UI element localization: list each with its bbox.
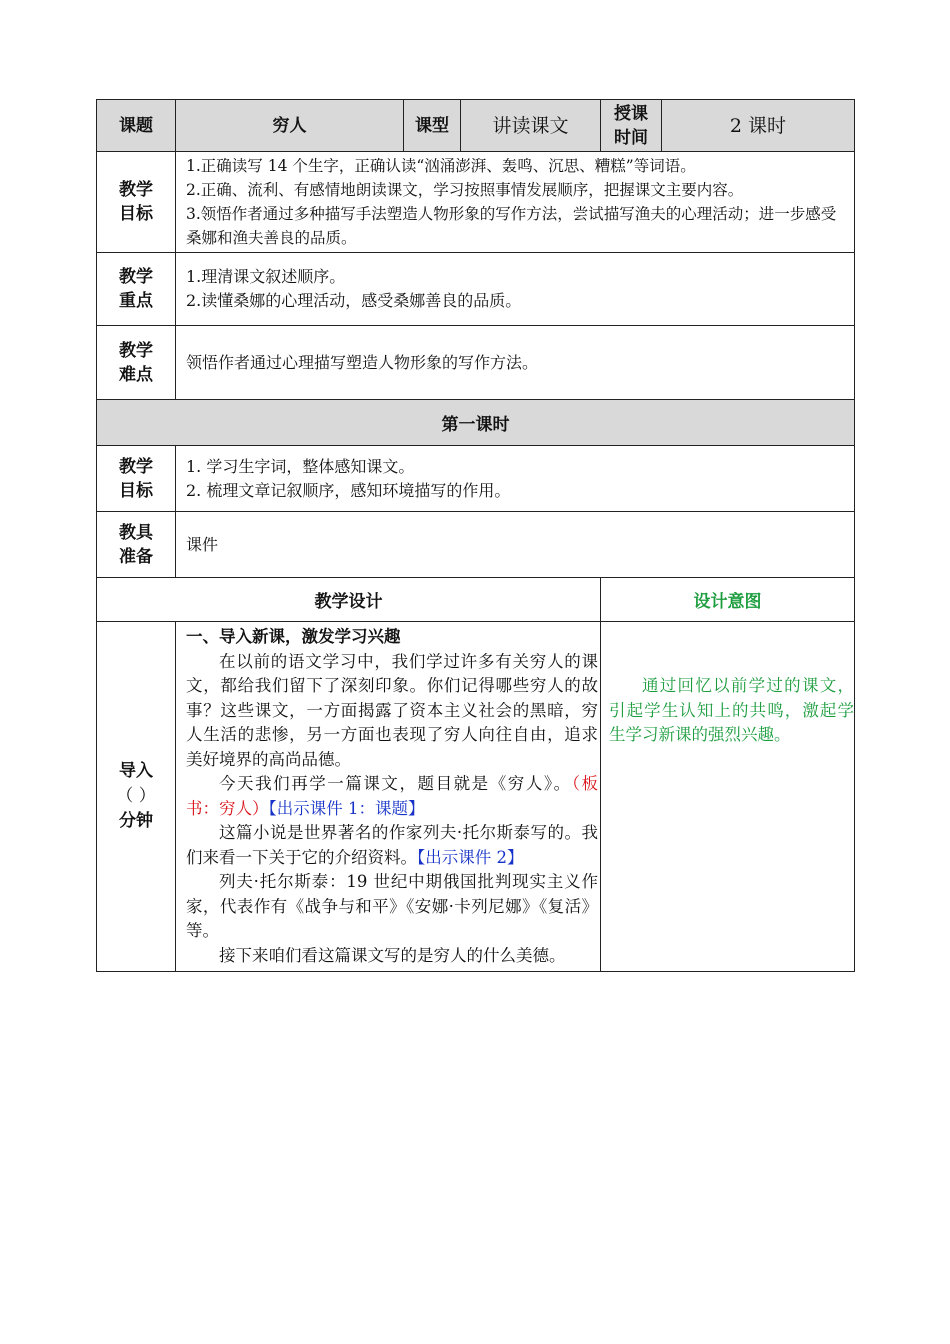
design-header-row: [97, 578, 855, 622]
side-label-line: 导入: [119, 761, 153, 781]
section-row: [97, 400, 855, 446]
design-header: 教学设计: [97, 578, 601, 622]
difficulties-label: [97, 326, 176, 400]
label-line: 重点: [119, 291, 153, 311]
difficulties-content: 领悟作者通过心理描写塑造人物形象的写作方法。: [176, 326, 855, 400]
side-label-line: （ ）: [116, 786, 156, 806]
time-label-line: 时间: [614, 127, 648, 148]
key-points-row: [97, 253, 855, 326]
label-line: 难点: [119, 364, 153, 385]
intro-paragraph: [186, 821, 598, 870]
label-line: 目标: [119, 204, 153, 224]
courseware-note: 【出示课件 2】: [417, 847, 524, 867]
period-goals-row: [97, 446, 855, 512]
goal-item: 2.正确、流利、有感情地朗读课文，学习按照事情发展顺序，把握课文主要内容。: [186, 181, 744, 199]
intro-paragraph: 列夫·托尔斯泰：19 世纪中期俄国批判现实主义作家，代表作有《战争与和平》《安娜·卡列尼娜》《复活》等。: [186, 872, 598, 940]
goals-row: [97, 152, 855, 253]
period-goal-item: 2. 梳理文章记叙顺序，感知环境描写的作用。: [186, 480, 511, 500]
board-note: （板书：穷人）: [186, 774, 599, 818]
intent-header: 设计意图: [601, 578, 855, 622]
period-goals-content: [176, 446, 855, 512]
label-line: 准备: [119, 546, 153, 567]
label-line: 教学: [119, 456, 153, 477]
type-value: 讲读课文: [461, 100, 601, 152]
type-label: 课型: [404, 100, 461, 152]
label-line: 教具: [119, 522, 153, 543]
intro-side-label: [97, 622, 176, 972]
label-line: 目标: [119, 480, 153, 501]
tools-label: [97, 512, 176, 578]
intro-text: 这篇小说是世界著名的作家列夫·托尔斯泰写的。我们来看一下关于它的介绍资料。: [186, 823, 598, 867]
lesson-plan-table: [96, 99, 855, 972]
difficulties-row: [97, 326, 855, 400]
intro-content: [176, 622, 601, 972]
label-line: 教学: [119, 267, 153, 287]
courseware-note: 【出示课件 1：课题】: [268, 798, 425, 818]
time-label: [601, 100, 662, 152]
key-point-item: 2.读懂桑娜的心理活动，感受桑娜善良的品质。: [186, 291, 522, 310]
key-point-item: 1.理清课文叙述顺序。: [186, 267, 346, 286]
section-title: 第一课时: [97, 400, 855, 446]
period-goals-label: [97, 446, 176, 512]
intro-paragraph: 在以前的语文学习中，我们学过许多有关穷人的课文，都给我们留下了深刻印象。你们记得哪些穷人的故事？这些课文，一方面揭露了资本主义社会的黑暗，穷人生活的悲惨，另一方面也表现了穷人向往自由，追求美好境界的高尚品德。: [186, 651, 598, 769]
side-label-line: 分钟: [119, 811, 153, 831]
intro-text: 今天我们再学一篇课文，题目就是《穷人》。: [219, 774, 572, 793]
goals-label: [97, 152, 176, 253]
goal-item: 1.正确读写 14 个生字，正确认读“汹涌澎湃、轰鸣、沉思、糟糕”等词语。: [186, 157, 696, 175]
intro-paragraph: [186, 772, 598, 821]
label-line: 教学: [119, 340, 153, 361]
goal-item: 3.领悟作者通过多种描写手法塑造人物形象的写作方法，尝试描写渔夫的心理活动；进一步感受桑娜和渔夫善良的品质。: [186, 205, 837, 247]
intro-heading: 一、导入新课，激发学习兴趣: [186, 627, 401, 646]
key-points-label: [97, 253, 176, 326]
topic-value: 穷人: [176, 100, 404, 152]
intro-row: [97, 622, 855, 972]
time-value: 2 课时: [662, 100, 855, 152]
topic-label: 课题: [97, 100, 176, 152]
time-label-line: 授课: [614, 103, 648, 124]
intent-content: 通过回忆以前学过的课文，引起学生认知上的共鸣，激起学生学习新课的强烈兴趣。: [601, 622, 855, 972]
label-line: 教学: [119, 180, 153, 200]
tools-row: [97, 512, 855, 578]
goals-content: [176, 152, 855, 253]
key-points-content: [176, 253, 855, 326]
tools-content: 课件: [176, 512, 855, 578]
intro-paragraph: 接下来咱们看这篇课文写的是穷人的什么美德。: [219, 945, 566, 965]
period-goal-item: 1. 学习生字词，整体感知课文。: [186, 456, 415, 476]
header-row: [97, 100, 855, 152]
